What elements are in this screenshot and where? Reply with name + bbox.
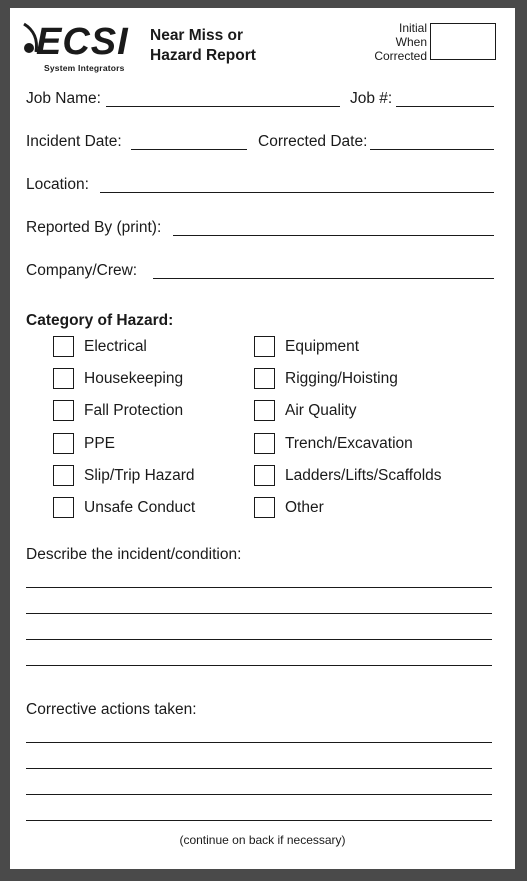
checkbox-label: Ladders/Lifts/Scaffolds (285, 467, 442, 484)
checkbox-fall-protection[interactable] (53, 400, 74, 421)
initial-line3: Corrected (374, 49, 427, 63)
continue-note: (continue on back if necessary) (179, 833, 346, 847)
corrective-line[interactable] (26, 794, 492, 795)
describe-line[interactable] (26, 665, 492, 666)
describe-label: Describe the incident/condition: (26, 546, 242, 563)
checkbox-trench-excavation[interactable] (254, 433, 275, 454)
checkbox-label: Trench/Excavation (285, 435, 413, 452)
checkbox-label: Housekeeping (84, 370, 184, 387)
describe-line[interactable] (26, 639, 492, 640)
location-line[interactable] (100, 192, 494, 193)
checkbox-slip-trip-hazard[interactable] (53, 465, 74, 486)
reported-by-label: Reported By (print): (26, 219, 162, 236)
checkbox-label: Air Quality (285, 402, 357, 419)
checkbox-electrical[interactable] (53, 336, 74, 357)
job-number-label: Job #: (350, 90, 393, 107)
logo-subtitle: System Integrators (44, 63, 125, 73)
describe-line[interactable] (26, 613, 492, 614)
title-line2: Hazard Report (150, 47, 256, 64)
form-title (150, 26, 256, 66)
location-label: Location: (26, 176, 89, 193)
checkbox-rigging-hoisting[interactable] (254, 368, 275, 389)
reported-by-line[interactable] (173, 235, 494, 236)
corrected-date-line[interactable] (370, 149, 494, 150)
corrective-label: Corrective actions taken: (26, 701, 197, 718)
incident-date-label: Incident Date: (26, 133, 122, 150)
checkbox-label: PPE (84, 435, 116, 452)
checkbox-label: Slip/Trip Hazard (84, 467, 195, 484)
job-number-line[interactable] (396, 106, 494, 107)
category-heading: Category of Hazard: (26, 312, 174, 329)
checkbox-label: Electrical (84, 338, 147, 355)
checkbox-label: Unsafe Conduct (84, 499, 196, 516)
checkbox-other[interactable] (254, 497, 275, 518)
checkbox-label: Equipment (285, 338, 360, 355)
corrective-line[interactable] (26, 768, 492, 769)
initial-box[interactable] (430, 23, 496, 60)
corrective-line[interactable] (26, 820, 492, 821)
initial-line2: When (395, 35, 427, 49)
company-crew-line[interactable] (153, 278, 494, 279)
title-line1: Near Miss or (150, 27, 244, 44)
job-name-label: Job Name: (26, 90, 101, 107)
ecsi-logo (20, 22, 144, 72)
checkbox-ppe[interactable] (53, 433, 74, 454)
company-crew-label: Company/Crew: (26, 262, 138, 279)
checkbox-unsafe-conduct[interactable] (53, 497, 74, 518)
initial-when-corrected-label (350, 21, 427, 63)
job-name-line[interactable] (106, 106, 340, 107)
hazard-report-form (10, 8, 515, 869)
initial-line1: Initial (398, 21, 427, 35)
checkbox-label: Other (285, 499, 324, 516)
checkbox-air-quality[interactable] (254, 400, 275, 421)
checkbox-label: Rigging/Hoisting (285, 370, 398, 387)
checkbox-equipment[interactable] (254, 336, 275, 357)
describe-line[interactable] (26, 587, 492, 588)
incident-date-line[interactable] (131, 149, 247, 150)
corrected-date-label: Corrected Date: (258, 133, 368, 150)
corrective-line[interactable] (26, 742, 492, 743)
checkbox-housekeeping[interactable] (53, 368, 74, 389)
checkbox-label: Fall Protection (84, 402, 184, 419)
logo-text: ECSI (36, 21, 129, 63)
checkbox-ladders-lifts-scaffolds[interactable] (254, 465, 275, 486)
